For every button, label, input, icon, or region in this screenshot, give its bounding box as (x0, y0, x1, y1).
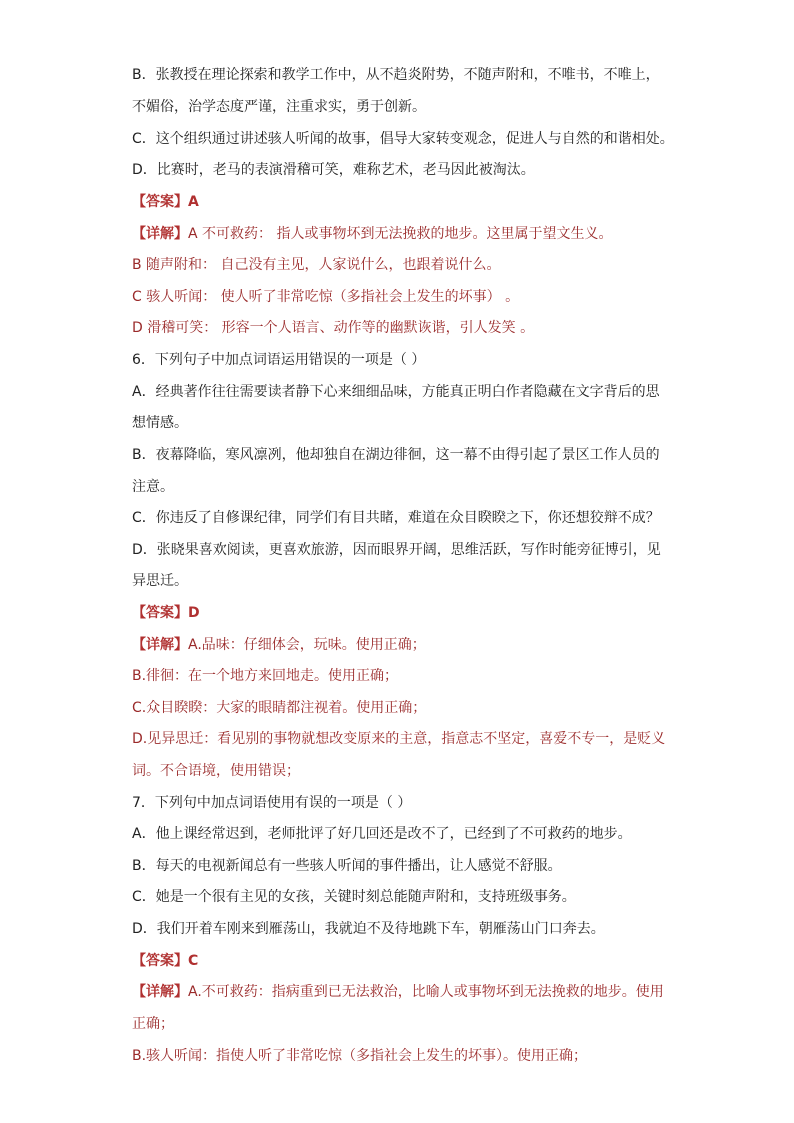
explanation-line: B 随声附和： 自己没有主见，人家说什么，也跟着说什么。 (132, 257, 501, 273)
answer-line-7 (132, 952, 198, 970)
question-7-stem: 7．下列句中加点词语使用有误的一项是（ ） (132, 795, 412, 811)
explanation-line: B.徘徊：在一个地方来回地走。使用正确； (132, 668, 399, 684)
explanation-line (132, 636, 426, 654)
explanation-line: D.见异思迁：看见别的事物就想改变原来的主意，指意志不坚定，喜爱不专一，是贬义 (132, 731, 666, 747)
answer-line-5 (132, 193, 199, 211)
question-6-option-a-line-2: 想情感。 (132, 415, 188, 431)
explanation-tag: 【详解】 (132, 226, 188, 242)
explanation-line: C 骇人听闻： 使人听了非常吃惊（多指社会上发生的坏事） 。 (132, 289, 520, 305)
question-7-option-c: C．她是一个很有主见的女孩，关键时刻总能随声附和，支持班级事务。 (132, 889, 576, 905)
explanation-text: A 不可救药： 指人或事物坏到无法挽救的地步。这里属于望文生义。 (188, 226, 613, 242)
explanation-line: D 滑稽可笑： 形容一个人语言、动作等的幽默诙谐，引人发笑 。 (132, 320, 535, 336)
explanation-line: B.骇人听闻：指使人听了非常吃惊（多指社会上发生的坏事）。使用正确； (132, 1048, 588, 1064)
question-6-option-b-line-1: B．夜幕降临，寒风凛冽，他却独自在湖边徘徊，这一幕不由得引起了景区工作人员的 (132, 447, 660, 463)
explanation-text: A.不可救药：指病重到已无法救治，比喻人或事物坏到无法挽救的地步。使用 (188, 984, 664, 1000)
question-7-option-b: B．每天的电视新闻总有一些骇人听闻的事件播出，让人感觉不舒服。 (132, 858, 562, 874)
question-6-option-a-line-1: A．经典著作往往需要读者静下心来细细品味，方能真正明白作者隐藏在文字背后的思 (132, 384, 660, 400)
question-6-option-b-line-2: 注意。 (132, 479, 174, 495)
explanation-tag: 【详解】 (132, 984, 188, 1000)
answer-value: C (188, 953, 199, 969)
question-6-stem: 6．下列句子中加点词语运用错误的一项是（ ） (132, 352, 426, 368)
answer-tag: 【答案】 (132, 194, 188, 210)
explanation-line (132, 225, 612, 243)
explanation-tag: 【详解】 (132, 637, 188, 653)
explanation-line: 正确； (132, 1016, 174, 1032)
answer-line-6 (132, 604, 200, 622)
answer-value: A (188, 194, 199, 210)
question-7-option-d: D．我们开着车刚来到雁荡山，我就迫不及待地跳下车，朝雁荡山门口奔去。 (132, 921, 605, 937)
option-c-line: C．这个组织通过讲述骇人听闻的故事，倡导大家转变观念，促进人与自然的和谐相处。 (132, 131, 674, 147)
option-b-line-1: B．张教授在理论探索和教学工作中，从不趋炎附势，不随声附和，不唯书，不唯上， (132, 67, 660, 83)
explanation-line (132, 983, 664, 1001)
answer-tag: 【答案】 (132, 953, 188, 969)
question-6-option-d-line-1: D．张晓果喜欢阅读，更喜欢旅游，因而眼界开阔，思维活跃，写作时能旁征博引，见 (132, 542, 661, 558)
explanation-line: 词。不合语境，使用错误； (132, 763, 300, 779)
answer-tag: 【答案】 (132, 605, 188, 621)
question-6-option-d-line-2: 异思迁。 (132, 573, 188, 589)
option-d-line: D．比赛时，老马的表演滑稽可笑，难称艺术，老马因此被淘汰。 (132, 162, 535, 178)
answer-value: D (188, 605, 200, 621)
explanation-text: A.品味：仔细体会，玩味。使用正确； (188, 637, 426, 653)
question-6-option-c: C．你违反了自修课纪律，同学们有目共睹，难道在众目睽睽之下，你还想狡辩不成？ (132, 510, 660, 526)
question-7-option-a: A．他上课经常迟到，老师批评了好几回还是改不了，已经到了不可救药的地步。 (132, 826, 632, 842)
explanation-line: C.众目睽睽：大家的眼睛都注视着。使用正确； (132, 700, 427, 716)
option-b-line-2: 不媚俗，治学态度严谨，注重求实，勇于创新。 (132, 99, 426, 115)
